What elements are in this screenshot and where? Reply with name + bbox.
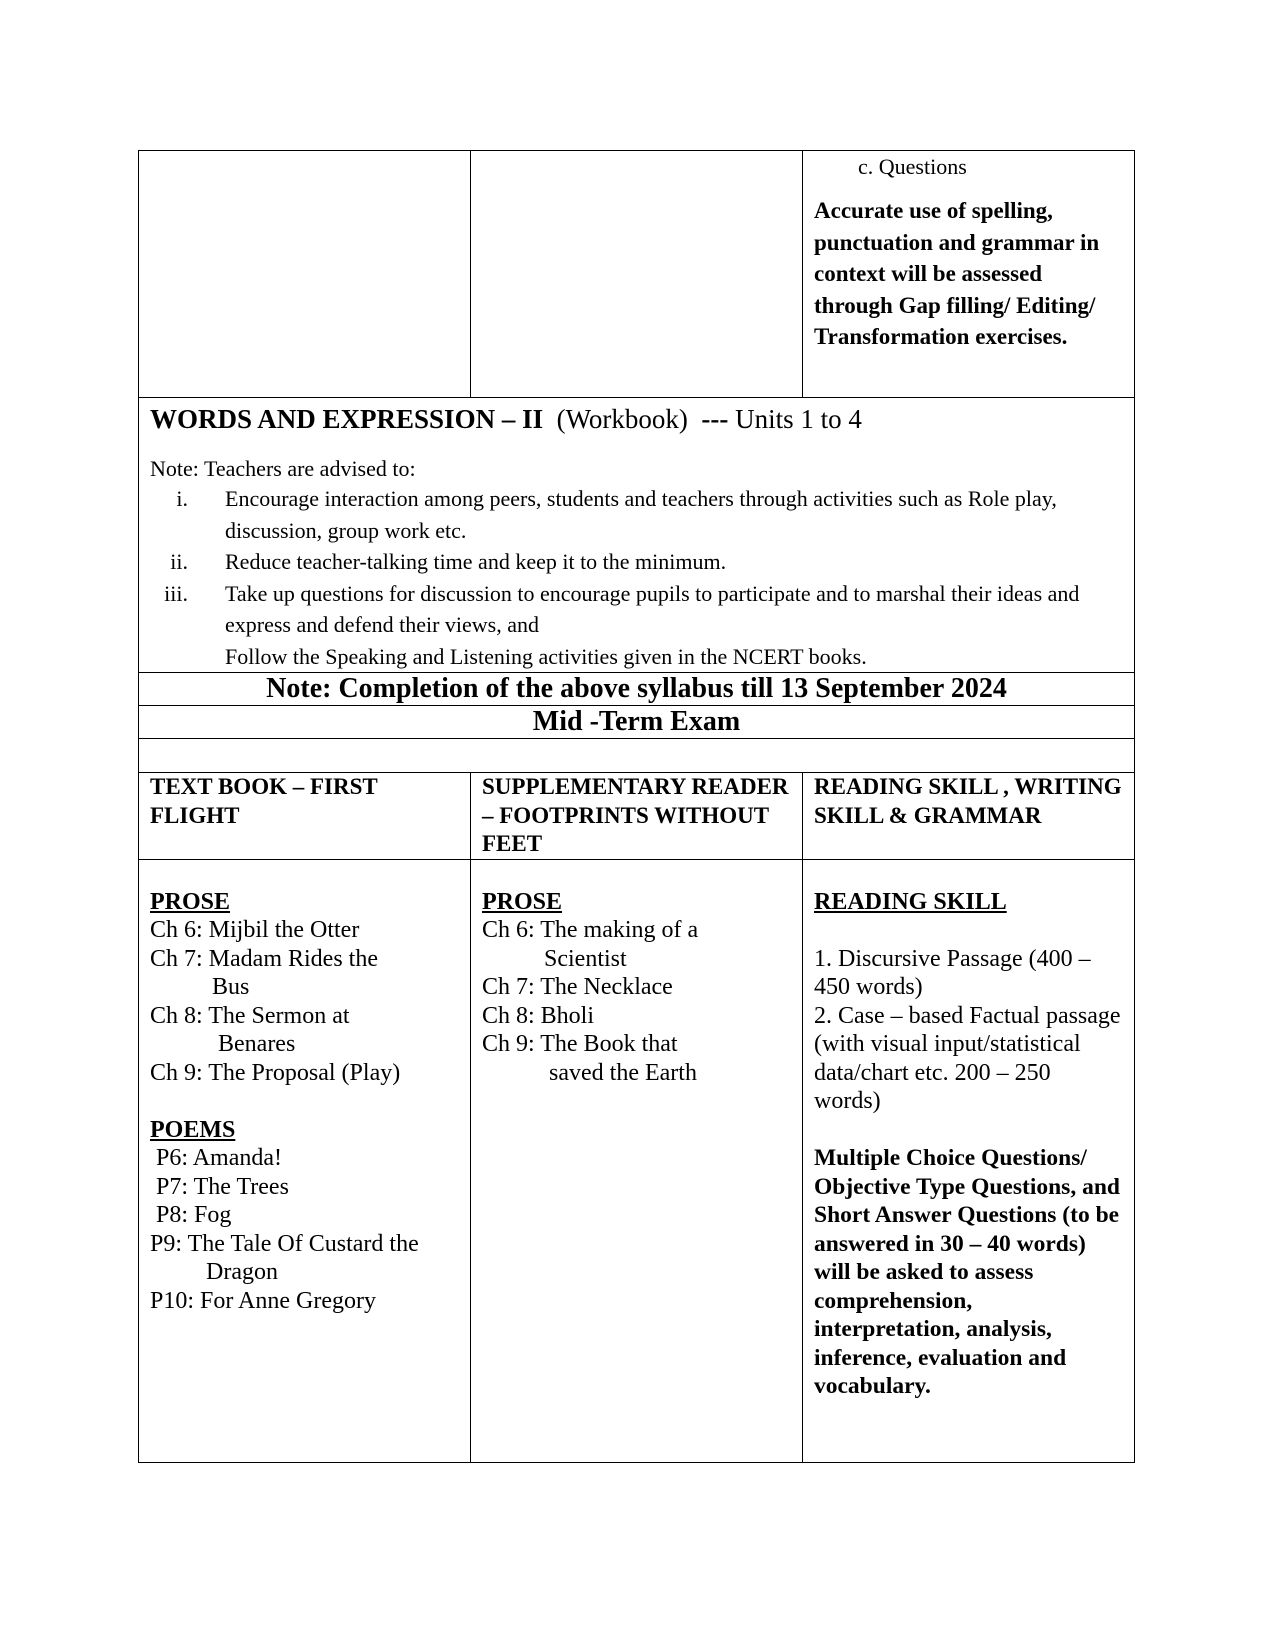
list-item: ii. Reduce teacher-talking time and keep it to the minimum. [170,549,727,574]
prose-heading: PROSE [150,888,231,915]
prose-heading: PROSE [482,888,563,915]
header-textbook: TEXT BOOK – FIRST FLIGHT [139,773,471,860]
list-item: Ch 6: The making of a [482,917,699,943]
list-item: Dragon [206,1259,278,1285]
skills-column [803,859,1135,1462]
completion-row [139,673,1135,706]
top-row [139,151,1135,398]
syllabus-table [138,150,1135,1463]
blank-cell [139,739,1135,773]
list-item: Ch 6: Mijbil the Otter [150,917,360,943]
list-item: Benares [218,1031,296,1057]
header-supplementary: SUPPLEMENTARY READER – FOOTPRINTS WITHOUT FEET [471,773,803,860]
list-item: Ch 8: The Sermon at [150,1002,350,1029]
list-item: P7: The Trees [150,1173,289,1200]
note-list [150,483,1123,641]
list-item: Ch 7: Madam Rides the [150,945,378,972]
list-item: Scientist [544,945,627,972]
list-item: P9: The Tale Of Custard the [150,1230,419,1257]
list-item: P6: Amanda! [150,1145,282,1171]
section-title: WORDS AND EXPRESSION – II (Workbook) --- Units 1 to 4 [150,404,862,434]
list-item: Ch 7: The Necklace [482,974,673,1000]
words-expression-cell [139,398,1135,673]
blank-row [139,739,1135,773]
note-intro: Note: Teachers are advised to: [150,456,416,481]
mid-term-row [139,706,1135,739]
list-item: i. Encourage interaction among peers, students and teachers through activities such as Role play, discussion, group work etc. [176,486,1057,543]
list-item: Bus [212,974,250,1000]
mcq-note: Multiple Choice Questions/ Objective Type Questions, and Short Answer Questions (to be answered in 30 – 40 words) will be asked to assess comprehension, interpretation, analysis, inference, evaluation and vocabulary. [814,1145,1120,1399]
list-item: saved the Earth [549,1059,697,1086]
list-item: Ch 9: The Proposal (Play) [150,1059,401,1086]
list-item: iii. Take up questions for discussion to encourage pupils to participate and to marshal their ideas and express and defend their views, and [164,580,1080,637]
textbook-column [139,859,471,1462]
poems-heading: POEMS [150,1116,236,1143]
header-row [139,773,1135,860]
supplementary-column [471,859,803,1462]
top-cell-3 [803,151,1135,398]
follow-line: Follow the Speaking and Listening activities given in the NCERT books. [225,643,867,669]
c-questions-item: c. Questions [858,154,967,179]
words-expression-row [139,398,1135,673]
list-item: P8: Fog [150,1202,232,1228]
list-item: P10: For Anne Gregory [150,1287,376,1314]
completion-note: Note: Completion of the above syllabus till 13 September 2024 [139,673,1135,706]
list-item: 1. Discursive Passage (400 – 450 words) [814,945,1091,1000]
list-item: 2. Case – based Factual passage (with visual input/statistical data/chart etc. 200 – 250 words) [814,1002,1121,1114]
list-item: Ch 8: Bholi [482,1002,595,1029]
mid-term-title: Mid -Term Exam [139,706,1135,739]
reading-skill-heading: READING SKILL [814,888,1007,915]
top-cell-1 [139,151,471,398]
content-row [139,859,1135,1462]
list-item: Ch 9: The Book that [482,1031,678,1057]
top-cell-2 [471,151,803,398]
header-skills: READING SKILL , WRITING SKILL & GRAMMAR [803,773,1135,860]
assessment-note: Accurate use of spelling, punctuation and grammar in context will be assessed through Gap filling/ Editing/ Transformation exercises. [814,198,1100,349]
